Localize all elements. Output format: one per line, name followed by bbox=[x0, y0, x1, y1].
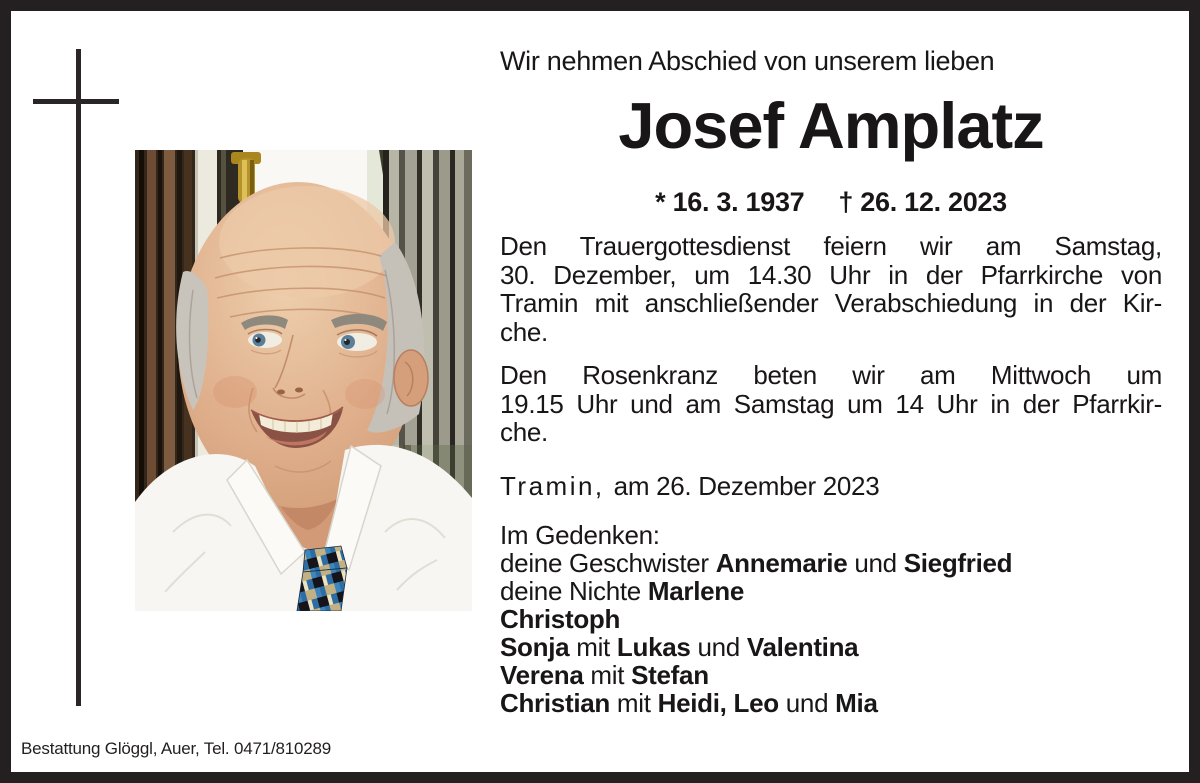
paragraph-line: 30. Dezember, um 14.30 Uhr in der Pfarrkirche von bbox=[500, 259, 1162, 290]
memorial-line: Verena mit Stefan bbox=[500, 660, 709, 690]
memorial-section bbox=[500, 521, 1162, 717]
rosary-paragraph bbox=[500, 361, 1162, 447]
memorial-line: Christoph bbox=[500, 604, 621, 634]
cross-horizontal-bar bbox=[33, 99, 119, 104]
portrait-photo bbox=[135, 150, 472, 611]
portrait-photo-illustration bbox=[135, 150, 472, 611]
paragraph-line: Den Trauergottesdienst feiern wir am Samstag, bbox=[500, 231, 1162, 261]
death-date: † 26. 12. 2023 bbox=[838, 187, 1007, 217]
memorial-line: Christian mit Heidi, Leo und Mia bbox=[500, 688, 878, 718]
paragraph-line: 19.15 Uhr und am Samstag um 14 Uhr in der Pfarrkir- bbox=[500, 388, 1162, 419]
funeral-service-paragraph bbox=[500, 232, 1162, 346]
memorial-line: deine Nichte Marlene bbox=[500, 576, 745, 606]
life-dates bbox=[500, 187, 1162, 218]
dateline-place: Tramin, bbox=[500, 471, 605, 501]
paragraph-line: Den Rosenkranz beten wir am Mittwoch um bbox=[500, 360, 1162, 390]
paragraph-line: Tramin mit anschließender Verabschiedung in der Kir- bbox=[500, 288, 1162, 318]
memorial-line: Sonja mit Lukas und Valentina bbox=[500, 632, 859, 662]
memorial-line: deine Geschwister Annemarie und Siegfried bbox=[500, 548, 1013, 578]
paragraph-line: che. bbox=[500, 417, 548, 447]
birth-date: * 16. 3. 1937 bbox=[655, 187, 805, 217]
paragraph-line: che. bbox=[500, 316, 548, 347]
cross-vertical-bar bbox=[76, 49, 81, 706]
dateline-date: am 26. Dezember 2023 bbox=[613, 471, 880, 501]
dateline bbox=[500, 471, 1162, 502]
deceased-name: Josef Amplatz bbox=[618, 89, 1044, 162]
memorial-heading: Im Gedenken: bbox=[500, 520, 660, 550]
funeral-home-info: Bestattung Glöggl, Auer, Tel. 0471/810289 bbox=[21, 739, 332, 758]
intro-line: Wir nehmen Abschied von unserem lieben bbox=[500, 46, 995, 76]
